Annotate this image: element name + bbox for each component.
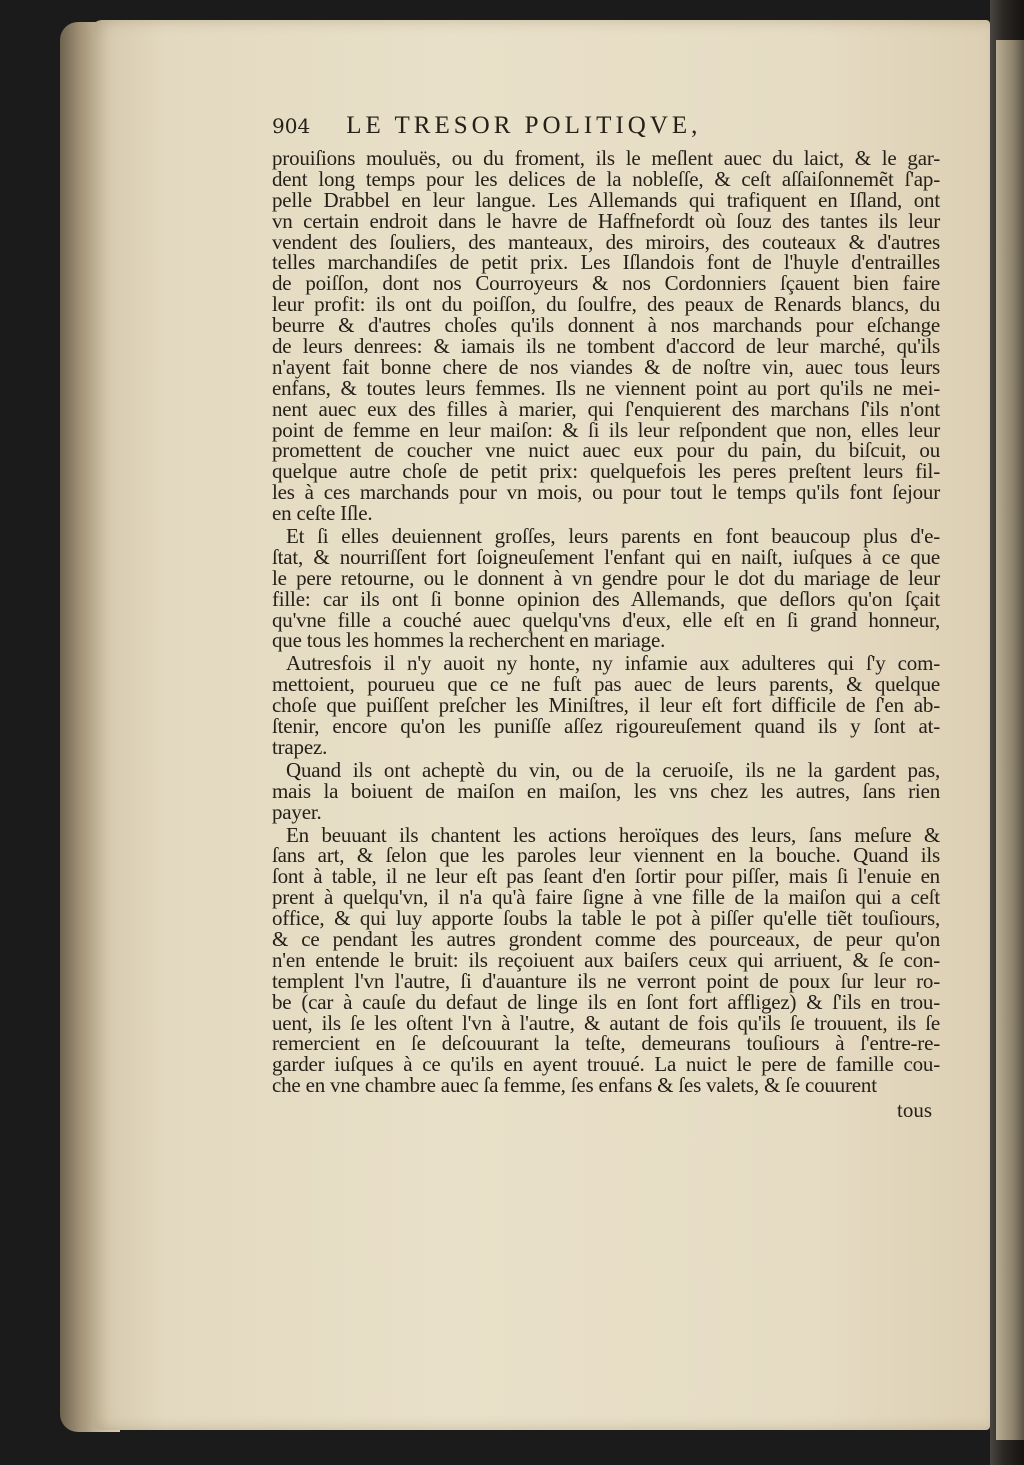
text-line: telles marchandiſes de petit prix. Les Iſlandois font de l'huyle d'entrailles <box>272 250 940 275</box>
text-line: en ceſte Iſle. <box>272 501 373 526</box>
text-line: qu'vne fille a couché auec quelqu'vns d'eux, elle eſt en ſi grand honneur, <box>272 607 940 632</box>
paragraph <box>272 653 940 757</box>
text-line: point de femme en leur maiſon: & ſi ils leur reſpondent que non, elles leur <box>272 417 940 442</box>
text-line: che en vne chambre auec ſa femme, ſes enfans & ſes valets, & ſe couurent <box>272 1073 877 1098</box>
text-line: choſe que puiſſent preſcher les Miniſtres, il leur eſt fort difficile de ſ'en ab- <box>272 693 940 718</box>
text-line: prouiſions mouluës, ou du froment, ils le meſlent auec du laict, & le gar- <box>272 146 940 170</box>
text-line: dent long temps pour les delices de la nobleſſe, & ceſt aſſaiſonnemẽt ſ'ap- <box>272 166 940 191</box>
text-line: En beuuant ils chantent les actions heroïques des leurs, ſans meſure & <box>286 822 940 847</box>
text-line: promettent de coucher vne nuict auec eux pour du pain, du biſcuit, ou <box>272 438 940 463</box>
text-line: be (car à cauſe du defaut de linge ils en ſont fort affligez) & ſ'ils en trou- <box>272 989 940 1014</box>
text-line: pelle Drabbel en leur langue. Les Allemands qui trafiquent en Iſland, ont <box>272 187 940 212</box>
text-line: Et ſi elles deuiennent groſſes, leurs parents en font beaucoup plus d'e- <box>286 524 940 549</box>
text-line: Quand ils ont acheptè du vin, ou de la ceruoiſe, ils ne la gardent pas, <box>286 757 940 782</box>
text-block <box>272 112 940 1123</box>
text-line: payer. <box>272 799 322 824</box>
text-line: n'ayent fait bonne chere de nos viandes & de noſtre vin, auec tous leurs <box>272 354 940 379</box>
text-line: templent l'vn l'autre, ſi d'auanture ils ne verront point de poux ſur leur ro- <box>272 968 940 993</box>
text-line: fille: car ils ont ſi bonne opinion des Allemands, que deſlors qu'on ſçait <box>272 586 940 611</box>
text-line: trapez. <box>272 734 328 759</box>
running-head <box>272 112 940 148</box>
text-line: office, & qui luy apporte ſoubs la table le pot à piſſer qu'elle tiẽt touſiours, <box>272 906 940 931</box>
text-line: vn certain endroit dans le havre de Haffnefordt où ſouz des tantes ils leur <box>272 208 940 233</box>
catchword: tous <box>896 1098 932 1123</box>
running-title: LE TRESOR POLITIQVE, <box>346 112 702 139</box>
text-line: prent à quelqu'vn, il n'a qu'à faire ſigne à vne fille de la maiſon qui a ceſt <box>272 885 940 910</box>
text-line: que tous les hommes la recherchent en mariage. <box>272 628 666 653</box>
text-line: ſtenir, encore qu'on les puniſſe aſſez rigoureuſement quand ils y ſont at- <box>272 714 940 739</box>
text-line: Autresfois il n'y auoit ny honte, ny infamie aux adulteres qui ſ'y com- <box>286 651 940 676</box>
paragraph <box>272 757 940 824</box>
text-line: uent, ils ſe les oſtent l'vn à l'autre, & autant de fois qu'ils ſe trouuent, ils ſe <box>272 1010 940 1035</box>
text-line: nent auec eux des filles à marier, qui ſ'enquierent des marchans ſ'ils n'ont <box>272 396 940 421</box>
page-number: 904 <box>272 114 311 138</box>
text-line: & ce pendant les autres grondent comme des pourceaux, de peur qu'on <box>272 926 940 951</box>
paragraph <box>272 822 940 1098</box>
text-line: quelque autre choſe de petit prix: quelquefois les peres preſtent leurs fil- <box>272 459 940 484</box>
paragraph <box>272 526 940 651</box>
text-line: vendent des ſouliers, des manteaux, des miroirs, des couteaux & d'autres <box>272 229 940 254</box>
text-line: mettoient, pourueu que ce ne fuſt pas auec de leurs parents, & quelque <box>272 672 940 697</box>
facing-page-edge <box>996 40 1024 1440</box>
text-line: ſans art, & ſelon que les paroles leur viennent en la bouche. Quand ils <box>272 843 940 868</box>
text-line: garder iuſques à ce qu'ils en ayent trouué. La nuict le pere de famille cou- <box>272 1052 940 1077</box>
text-line: leur profit: ils ont du poiſſon, du ſoulfre, des peaux de Renards blancs, du <box>272 292 940 317</box>
text-line: beurre & d'autres choſes qu'ils donnent à nos marchands pour eſchange <box>272 313 940 338</box>
text-line: le pere retourne, ou le donnent à vn gendre pour le dot du mariage de leur <box>272 565 940 590</box>
text-line: enfans, & toutes leurs femmes. Ils ne viennent point au port qu'ils ne mei- <box>272 375 940 400</box>
body-text <box>272 148 940 1096</box>
text-line: les à ces marchands pour vn mois, ou pour tout le temps qu'ils font ſejour <box>272 480 940 505</box>
text-line: mais la boiuent de maiſon en maiſon, les vns chez les autres, ſans rien <box>272 778 940 803</box>
text-line: remercient en ſe deſcouurant la teſte, demeurans touſiours à ſ'entre-re- <box>272 1031 940 1056</box>
text-line: de leurs denrees: & iamais ils ne tombent d'accord de leur marché, qu'ils <box>272 334 940 359</box>
text-line: ſtat, & nourriſſent fort ſoigneuſement l'enfant qui en naiſt, iuſques à ce que <box>272 544 940 569</box>
paragraph <box>272 148 940 524</box>
text-line: de poiſſon, dont nos Courroyeurs & nos Cordonniers ſçauent bien faire <box>272 271 940 296</box>
text-line: n'en entende le bruit: ils reçoiuent aux baiſers ceux qui arriuent, & ſe con- <box>272 947 940 972</box>
text-line: ſont à table, il ne leur eſt pas ſeant d'en ſortir pour piſſer, mais ſi l'enuie en <box>272 864 940 889</box>
